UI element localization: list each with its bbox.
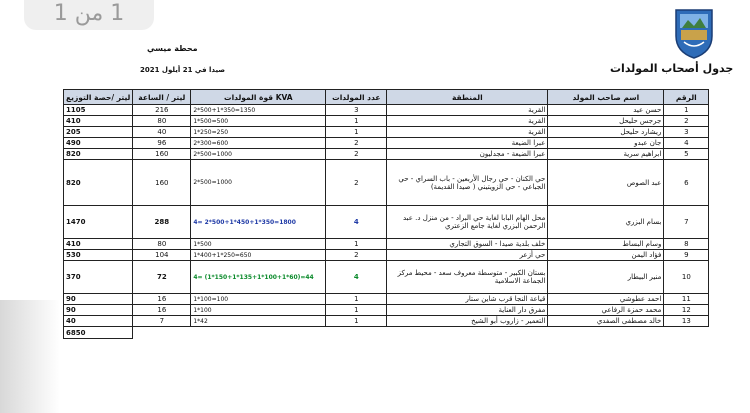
col-header-num: الرقم bbox=[664, 90, 709, 105]
row-kva: 1*250=250 bbox=[191, 127, 326, 138]
row-owner: منير البيطار bbox=[548, 261, 664, 294]
row-kva: 4= (1*150+1*135+1*100+1*60)=44 bbox=[191, 261, 326, 294]
row-dist: 90 bbox=[64, 305, 133, 316]
row-area: قياعة النجا قرب شاين ستار bbox=[387, 294, 548, 305]
row-count: 1 bbox=[326, 305, 387, 316]
row-num: 7 bbox=[664, 206, 709, 239]
document-title: جدول أصحاب المولدات bbox=[610, 62, 734, 75]
row-owner: جان عبدو bbox=[548, 138, 664, 149]
row-litres: 80 bbox=[133, 116, 191, 127]
row-count: 4 bbox=[326, 206, 387, 239]
page-edge-shadow bbox=[0, 300, 60, 413]
row-area: حي الكنان - حي رجال الأربعين - باب السراي - حي الجباعي - حي الزويتيني ( صيدا القديمة) bbox=[387, 160, 548, 206]
row-count: 2 bbox=[326, 138, 387, 149]
table-row bbox=[64, 127, 709, 138]
row-num: 9 bbox=[664, 250, 709, 261]
row-dist: 490 bbox=[64, 138, 133, 149]
col-header-area: المنطقة bbox=[387, 90, 548, 105]
table-row bbox=[64, 261, 709, 294]
row-litres: 7 bbox=[133, 316, 191, 327]
row-area: مفرق دار العناية bbox=[387, 305, 548, 316]
table-row bbox=[64, 305, 709, 316]
row-count: 2 bbox=[326, 160, 387, 206]
row-kva: 1*500 bbox=[191, 239, 326, 250]
row-count: 1 bbox=[326, 316, 387, 327]
table-row bbox=[64, 138, 709, 149]
row-num: 10 bbox=[664, 261, 709, 294]
row-num: 8 bbox=[664, 239, 709, 250]
row-area: القرية bbox=[387, 116, 548, 127]
row-owner: فؤاد اليمن bbox=[548, 250, 664, 261]
row-owner: بسام البزري bbox=[548, 206, 664, 239]
document-date: صيدا في 21 أيلول 2021 bbox=[140, 66, 226, 74]
row-litres: 16 bbox=[133, 305, 191, 316]
row-num: 11 bbox=[664, 294, 709, 305]
row-owner: احمد عطوشي bbox=[548, 294, 664, 305]
row-owner: عبد الصوص bbox=[548, 160, 664, 206]
row-kva: 2*300=600 bbox=[191, 138, 326, 149]
row-dist: 1470 bbox=[64, 206, 133, 239]
col-header-dist: ليتر /حصة التوزيع bbox=[64, 90, 133, 105]
row-kva: 1*100=100 bbox=[191, 294, 326, 305]
row-owner: خالد مصطفى الصفدي bbox=[548, 316, 664, 327]
row-owner: وسام البساط bbox=[548, 239, 664, 250]
total-value: 6850 bbox=[64, 327, 133, 339]
row-kva: 2*500=1000 bbox=[191, 149, 326, 160]
row-area: القرية bbox=[387, 105, 548, 116]
row-count: 1 bbox=[326, 116, 387, 127]
row-dist: 370 bbox=[64, 261, 133, 294]
row-area: حي أزعر bbox=[387, 250, 548, 261]
row-kva: 1*42 bbox=[191, 316, 326, 327]
row-count: 1 bbox=[326, 294, 387, 305]
row-litres: 160 bbox=[133, 160, 191, 206]
row-area: خلف بلدية صيدا - السوق التجاري bbox=[387, 239, 548, 250]
station-name: محطة ميسي bbox=[147, 44, 198, 53]
row-litres: 160 bbox=[133, 149, 191, 160]
row-kva: 2*500=1000 bbox=[191, 160, 326, 206]
page-counter: 1 من 1 bbox=[24, 0, 154, 30]
table-row bbox=[64, 105, 709, 116]
row-count: 4 bbox=[326, 261, 387, 294]
row-owner: ريشارد حليحل bbox=[548, 127, 664, 138]
row-area: عبرا الضيعة - مجدليون bbox=[387, 149, 548, 160]
row-area: القرية bbox=[387, 127, 548, 138]
row-litres: 288 bbox=[133, 206, 191, 239]
row-dist: 1105 bbox=[64, 105, 133, 116]
col-header-litres: ليتر / الساعة bbox=[133, 90, 191, 105]
row-owner: جرجس حليحل bbox=[548, 116, 664, 127]
generator-owners-table bbox=[63, 89, 709, 339]
col-header-count: عدد المولدات bbox=[326, 90, 387, 105]
row-num: 13 bbox=[664, 316, 709, 327]
row-count: 2 bbox=[326, 250, 387, 261]
col-header-kva: قوة المولدات KVA bbox=[191, 90, 326, 105]
row-kva: 1*100 bbox=[191, 305, 326, 316]
table-row bbox=[64, 239, 709, 250]
table-row bbox=[64, 149, 709, 160]
table-row bbox=[64, 294, 709, 305]
row-owner: ابراهيم سرية bbox=[548, 149, 664, 160]
col-header-owner: اسم صاحب المولد bbox=[548, 90, 664, 105]
row-dist: 40 bbox=[64, 316, 133, 327]
municipality-logo bbox=[672, 6, 716, 60]
row-dist: 90 bbox=[64, 294, 133, 305]
row-litres: 80 bbox=[133, 239, 191, 250]
row-dist: 820 bbox=[64, 149, 133, 160]
row-dist: 205 bbox=[64, 127, 133, 138]
row-num: 6 bbox=[664, 160, 709, 206]
row-count: 1 bbox=[326, 239, 387, 250]
table-row bbox=[64, 116, 709, 127]
row-num: 2 bbox=[664, 116, 709, 127]
row-num: 4 bbox=[664, 138, 709, 149]
row-kva: 2*500+1*350=1350 bbox=[191, 105, 326, 116]
row-count: 2 bbox=[326, 149, 387, 160]
row-dist: 530 bbox=[64, 250, 133, 261]
row-litres: 72 bbox=[133, 261, 191, 294]
row-num: 3 bbox=[664, 127, 709, 138]
row-area: بستان الكبير - متوسطة معروف سعد - محيط مركز الجماعة الاسلامية bbox=[387, 261, 548, 294]
row-num: 12 bbox=[664, 305, 709, 316]
row-kva: 1*400+1*250=650 bbox=[191, 250, 326, 261]
row-dist: 410 bbox=[64, 116, 133, 127]
row-owner: حسن عيد bbox=[548, 105, 664, 116]
row-area: محل الهام البابا لغاية حي البراد - من منزل د. عبد الرحمن البزري لغاية جامع الزعتري bbox=[387, 206, 548, 239]
row-count: 1 bbox=[326, 127, 387, 138]
row-num: 5 bbox=[664, 149, 709, 160]
row-litres: 16 bbox=[133, 294, 191, 305]
total-row bbox=[64, 327, 709, 339]
row-num: 1 bbox=[664, 105, 709, 116]
row-kva: 1*500=500 bbox=[191, 116, 326, 127]
table-row bbox=[64, 206, 709, 239]
row-litres: 96 bbox=[133, 138, 191, 149]
row-dist: 410 bbox=[64, 239, 133, 250]
row-kva: 4= 2*500+1*450+1*350=1800 bbox=[191, 206, 326, 239]
row-owner: محمد حمزة الرفاعي bbox=[548, 305, 664, 316]
row-area: عبرا الضيعة bbox=[387, 138, 548, 149]
row-litres: 40 bbox=[133, 127, 191, 138]
table-row bbox=[64, 160, 709, 206]
row-litres: 104 bbox=[133, 250, 191, 261]
row-count: 3 bbox=[326, 105, 387, 116]
row-area: التعمير - زاروب أبو الشيخ bbox=[387, 316, 548, 327]
table-header-row bbox=[64, 90, 709, 105]
row-dist: 820 bbox=[64, 160, 133, 206]
row-litres: 216 bbox=[133, 105, 191, 116]
table-row bbox=[64, 250, 709, 261]
table-row bbox=[64, 316, 709, 327]
